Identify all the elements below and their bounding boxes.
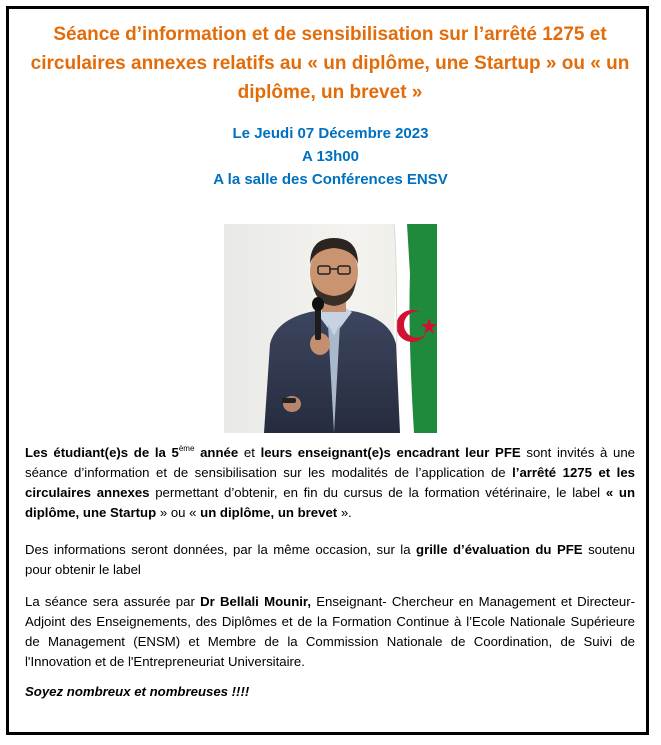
paragraph-speaker: La séance sera assurée par Dr Bellali Mounir, Enseignant- Chercheur en Management et Directeur-Adjoint des Enseignements, des Diplômes et de la Formation Continue à l’Ecole Nationale Supérieure de Management (ENSM) et Membre de la Commission Nationale de Coordination, de Suivi de l'Innovation et de l'Entrepreneuriat Universitaire. <box>25 594 635 669</box>
announcement-title: Séance d’information et de sensibilisation sur l’arrêté 1275 et circulaires annexes relatifs au « un diplôme, une Startup » ou « un diplôme, un brevet » <box>30 24 630 103</box>
speaker-photo <box>224 224 437 433</box>
event-date: Le Jeudi 07 Décembre 2023 <box>232 125 429 142</box>
paragraph-invitation: Les étudiant(e)s de la 5ème année et leurs enseignant(e)s encadrant leur PFE sont invités à une séance d’information et de sensibilisation sur les modalités de l’application de l’arrêté 1275 et les circulaires annexes permettant d’obtenir, en fin du cursus de la formation vétérinaire, le label « un diplôme, une Startup » ou « un diplôme, un brevet ». <box>25 444 636 520</box>
event-location: A la salle des Conférences ENSV <box>213 171 448 188</box>
paragraph-evaluation: Des informations seront données, par la même occasion, sur la grille d’évaluation du PFE soutenu pour obtenir le label <box>25 542 635 577</box>
event-time: A 13h00 <box>302 148 359 165</box>
event-details <box>0 122 661 191</box>
superscript-eme: ème <box>178 444 195 453</box>
closing-line: Soyez nombreux et nombreuses !!!! <box>25 684 250 699</box>
speaker-name: Dr Bellali Mounir, <box>200 594 311 609</box>
